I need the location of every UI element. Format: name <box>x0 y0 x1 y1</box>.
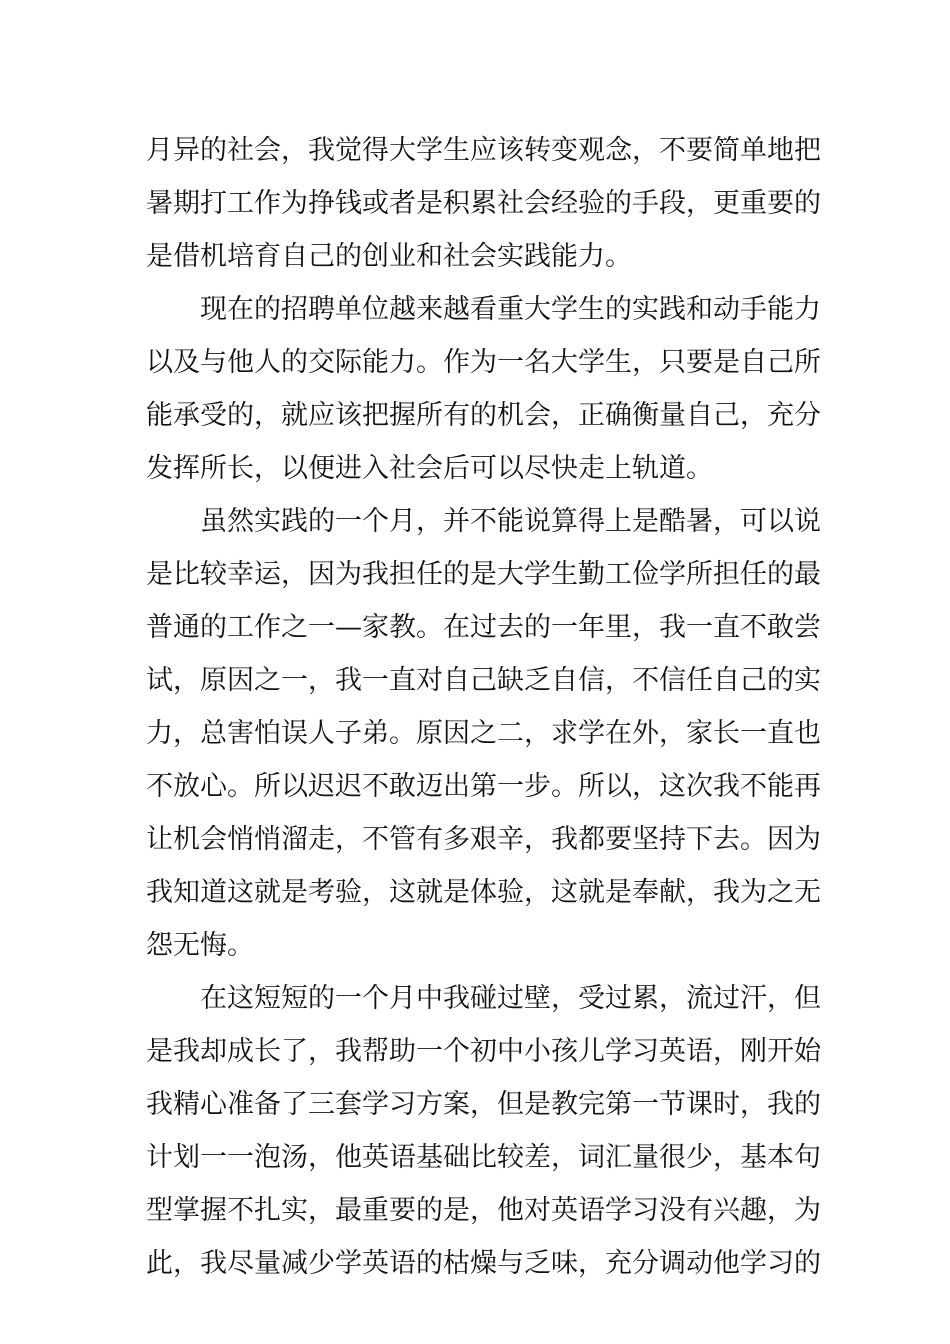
text-line: 能承受的，就应该把握所有的机会，正确衡量自己，充分 <box>146 400 821 431</box>
text-line: 普通的工作之一—家教。在过去的一年里，我一直不敢尝 <box>146 612 821 643</box>
text-line: 力，总害怕误人子弟。原因之二，求学在外，家长一直也 <box>146 718 821 749</box>
text-line: 我知道这就是考验，这就是体验，这就是奉献，我为之无 <box>146 877 821 908</box>
body-text <box>146 124 821 1290</box>
text-line: 暑期打工作为挣钱或者是积累社会经验的手段，更重要的 <box>146 188 821 219</box>
paragraph <box>146 283 821 495</box>
text-line: 试，原因之一，我一直对自己缺乏自信，不信任自己的实 <box>146 665 821 696</box>
text-line: 月异的社会，我觉得大学生应该转变观念，不要简单地把 <box>146 135 821 166</box>
text-line: 不放心。所以迟迟不敢迈出第一步。所以，这次我不能再 <box>146 771 821 802</box>
text-line: 计划一一泡汤，他英语基础比较差，词汇量很少，基本句 <box>146 1142 821 1173</box>
text-line: 型掌握不扎实，最重要的是，他对英语学习没有兴趣，为 <box>146 1195 821 1226</box>
paragraph <box>146 495 821 972</box>
text-line: 现在的招聘单位越来越看重大学生的实践和动手能力 <box>200 294 821 325</box>
text-line: 是借机培育自己的创业和社会实践能力。 <box>146 241 632 272</box>
text-line: 让机会悄悄溜走，不管有多艰辛，我都要坚持下去。因为 <box>146 824 821 855</box>
text-line: 发挥所长，以便进入社会后可以尽快走上轨道。 <box>146 453 713 484</box>
text-line: 虽然实践的一个月，并不能说算得上是酷暑，可以说 <box>200 506 821 537</box>
text-line: 我精心准备了三套学习方案，但是教完第一节课时，我的 <box>146 1089 821 1120</box>
text-line: 在这短短的一个月中我碰过壁，受过累，流过汗，但 <box>200 983 821 1014</box>
text-line: 此，我尽量减少学英语的枯燥与乏味，充分调动他学习的 <box>146 1248 821 1279</box>
text-line: 以及与他人的交际能力。作为一名大学生，只要是自己所 <box>146 347 821 378</box>
text-line: 是我却成长了，我帮助一个初中小孩儿学习英语，刚开始 <box>146 1036 821 1067</box>
text-line: 是比较幸运，因为我担任的是大学生勤工俭学所担任的最 <box>146 559 821 590</box>
text-line: 怨无悔。 <box>146 930 254 961</box>
paragraph <box>146 972 821 1290</box>
paragraph <box>146 124 821 283</box>
